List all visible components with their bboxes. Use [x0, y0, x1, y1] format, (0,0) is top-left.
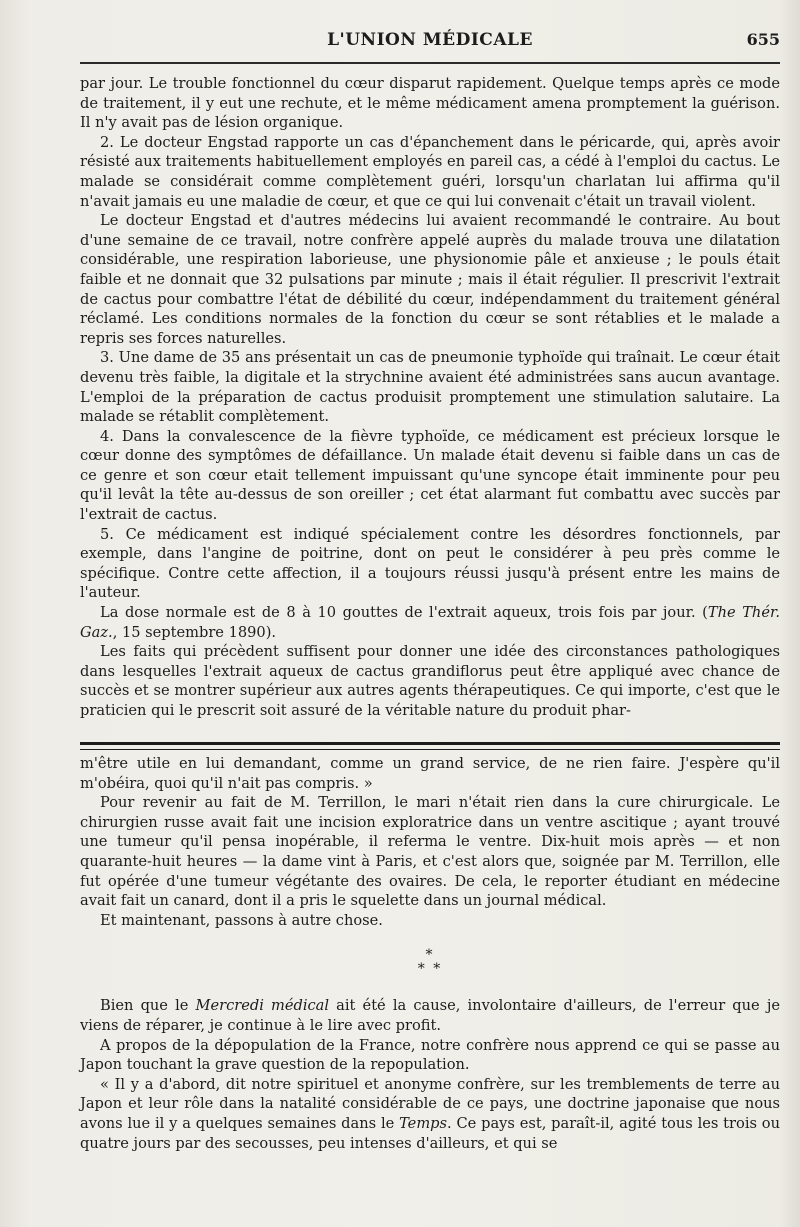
page-header [80, 28, 780, 54]
cactus-article-section [80, 74, 780, 721]
dose-date: , 15 septembre 1890). [112, 623, 277, 641]
mercredi-before: Bien que le [100, 997, 196, 1015]
paragraph-6: 5. Ce médicament est indiqué spécialement contre les désordres fonctionnels, par exemple, dans l'angine de poitrine, dont on peut le considérer à peu près comme le spécifique. Contre cette affection, il a toujours réussi jusqu'à présent entre les mains de l'auteur. [80, 525, 780, 602]
continuation-paragraph: m'être utile en lui demandant, comme un grand service, de ne rien faire. J'espère qu'il m'obéira, quoi qu'il n'ait pas compris. » [80, 755, 780, 792]
paragraph-2: 2. Le docteur Engstad rapporte un cas d'épanchement dans le péricarde, qui, après avoir résisté aux traitements habituellement employés en pareil cas, a cédé à l'emploi du cactus. Le malade se considérait comme complètement guéri, lorsqu'un charlatan lui affirma qu'il n'avait jamais eu une maladie de cœur, et que ce qui lui convenait c'était un travail violent. [80, 133, 780, 210]
asterism: * * * [417, 947, 443, 978]
feuilleton-section [80, 754, 780, 1153]
dose-paragraph [80, 603, 780, 642]
paragraph-3: Le docteur Engstad et d'autres médecins lui avaient recommandé le contraire. Au bout d'une semaine de ce travail, notre confrère appelé auprès du malade trouva une dilatation considérable, une respiration laborieuse, une physionomie pâle et anxieuse ; le pouls était faible et ne donnait que 32 pulsations par minute ; mais il était régulier. Il prescrivit l'extrait de cactus pour combattre l'état de débilité du cœur, indépendamment du traitement général réclamé. Les conditions normales de la fonction du cœur se sont rétablies et le malade a repris ses forces naturelles. [80, 212, 780, 347]
header-rule [80, 62, 780, 64]
japon-paragraph: A propos de la dépopulation de la France, notre confrère nous apprend ce qui se passe au Japon touchant la grave question de la repopulation. [80, 1036, 780, 1074]
mercredi-after: ait été la cause, involontaire d'ailleurs, de l'erreur que je viens de réparer, je continue à le lire avec profit. [80, 997, 780, 1034]
dose-text: La dose normale est de 8 à 10 gouttes de l'extrait aqueux, trois fois par jour. ( [100, 604, 708, 622]
paragraph-5: 4. Dans la convalescence de la fièvre typhoïde, ce médicament est précieux lorsque le cœur donne des symptômes de défaillance. Un malade était devenu si faible dans un cas de ce genre et son cœur etait tellement impuissant qu'une syncope était imminente pour peu qu'il levât la tête au-dessus de son oreiller ; cet état alarmant fut combattu avec succès par l'extrait de cactus. [80, 427, 780, 524]
last-paragraph: Les faits qui précèdent suffisent pour donner une idée des circonstances pathologiques dans lesquelles l'extrait aqueux de cactus grandiflorus peut être appliqué avec chance de succès et se montrer supérieur aux autres agents thérapeutiques. Ce qui importe, c'est que le praticien qui le prescrit soit assuré de la véritable nature du produit phar- [80, 643, 780, 719]
transition-paragraph: Et maintenant, passons à autre chose. [100, 911, 383, 929]
quote-journal: Temps [399, 1114, 447, 1132]
mercredi-title: Mercredi médical [195, 997, 330, 1015]
paragraph-4: 3. Une dame de 35 ans présentait un cas de pneumonie typhoïde qui traînait. Le cœur était devenu très faible, la digitale et la strychnine avaient été administrées sans aucun avantage. L'emploi de la préparation de cactus produisit promptement une stimulation salutaire. La malade se rétablit complètement. [80, 349, 780, 426]
terrillon-paragraph: Pour revenir au fait de M. Terrillon, le mari n'était rien dans la cure chirurgicale. Le chirurgien russe avait fait une incision exploratrice dans un ventre ascitique ; ayant trouvé une tumeur qu'il pensa inopérable, il referma le ventre. Dix-huit mois après — et non quarante-huit heures — la dame vint à Paris, et c'est alors que, soignée par M. Terrillon, elle fut opérée d'une tumeur végétante des ovaires. De cela, le reporter étudiant en médecine avait fait un canard, dont il a pris le squelette dans un journal médical. [80, 794, 780, 910]
dose-citation: The Thér. Gaz. [80, 604, 780, 641]
paragraph-1: par jour. Le trouble fonctionnel du cœur disparut rapidement. Quelque temps après ce mode de traitement, il y eut une rechute, et le même médicament amena promptement la guérison. Il n'y avait pas de lésion organique. [80, 75, 780, 132]
section-divider [80, 742, 780, 750]
page-number: 655 [746, 30, 780, 49]
mercredi-paragraph [80, 996, 780, 1035]
quote-after: . Ce pays est, paraît-il, agité tous les trois ou quatre jours par des secousses, peu intenses d'ailleurs, et qui se [80, 1114, 780, 1152]
running-title: L'UNION MÉDICALE [327, 30, 533, 50]
quote-before: « Il y a d'abord, dit notre spirituel et anonyme confrère, sur les tremblements de terre au Japon et leur rôle dans la natalité considérable de ce pays, une doctrine japonaise que nous avons lue il y a quelques semaines dans le [80, 1075, 780, 1132]
quote-paragraph [80, 1075, 780, 1153]
